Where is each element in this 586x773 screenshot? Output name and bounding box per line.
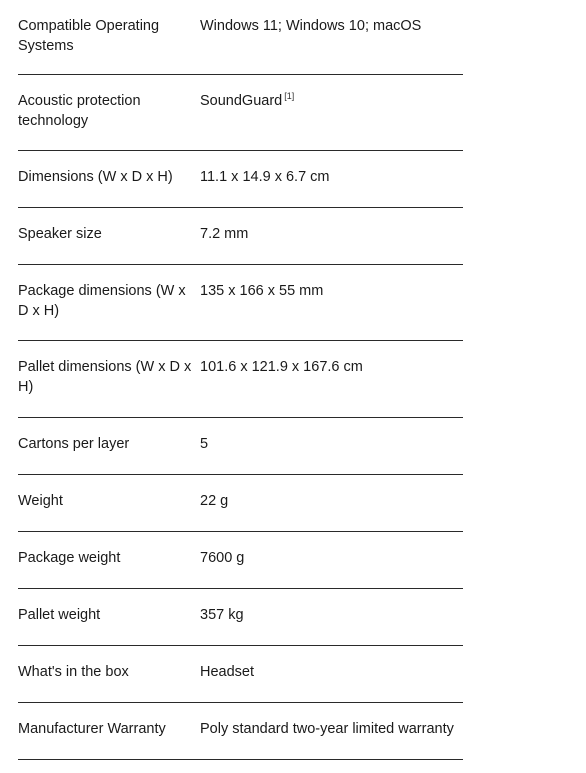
spec-label: Manufacturer Warranty bbox=[18, 721, 166, 737]
footnote-link[interactable]: [1] bbox=[284, 91, 295, 102]
spec-label: Pallet weight bbox=[18, 607, 101, 623]
spec-row-pallet-dimensions bbox=[18, 341, 463, 418]
spec-value: 135 x 166 x 55 mm bbox=[200, 283, 324, 299]
spec-row-manufacturer-warranty bbox=[18, 703, 463, 760]
spec-value: Poly standard two-year limited warranty bbox=[200, 721, 454, 737]
spec-value: SoundGuard bbox=[200, 93, 283, 109]
spec-row-package-dimensions bbox=[18, 265, 463, 341]
spec-label: Weight bbox=[18, 493, 63, 509]
spec-row-weight bbox=[18, 475, 463, 532]
spec-value: 357 kg bbox=[200, 607, 244, 623]
spec-label: Package dimensions (W x D x H) bbox=[18, 283, 186, 319]
spec-label: Acoustic protection technology bbox=[18, 93, 141, 129]
spec-label: Dimensions (W x D x H) bbox=[18, 169, 173, 185]
spec-row-compatible-os bbox=[18, 0, 463, 75]
spec-value: 11.1 x 14.9 x 6.7 cm bbox=[200, 169, 330, 185]
spec-label: Compatible Operating Systems bbox=[18, 18, 160, 54]
spec-value: 5 bbox=[200, 436, 209, 452]
spec-label: Pallet dimensions (W x D x H) bbox=[18, 359, 192, 395]
spec-row-whats-in-the-box bbox=[18, 646, 463, 703]
spec-row-package-weight bbox=[18, 532, 463, 589]
specifications-table bbox=[18, 0, 463, 760]
spec-row-cartons-per-layer bbox=[18, 418, 463, 475]
spec-label: Cartons per layer bbox=[18, 436, 130, 452]
spec-label: Speaker size bbox=[18, 226, 102, 242]
spec-row-dimensions bbox=[18, 151, 463, 208]
spec-row-pallet-weight bbox=[18, 589, 463, 646]
spec-value: 7600 g bbox=[200, 550, 245, 566]
spec-value: 22 g bbox=[200, 493, 229, 509]
spec-value: Windows 11; Windows 10; macOS bbox=[200, 18, 422, 34]
spec-row-acoustic-protection bbox=[18, 75, 463, 151]
spec-label: What's in the box bbox=[18, 664, 129, 680]
spec-value: Headset bbox=[200, 664, 255, 680]
spec-value: 7.2 mm bbox=[200, 226, 249, 242]
spec-row-speaker-size bbox=[18, 208, 463, 265]
spec-label: Package weight bbox=[18, 550, 121, 566]
spec-value: 101.6 x 121.9 x 167.6 cm bbox=[200, 359, 363, 375]
spec-value-wrapper bbox=[200, 91, 463, 111]
